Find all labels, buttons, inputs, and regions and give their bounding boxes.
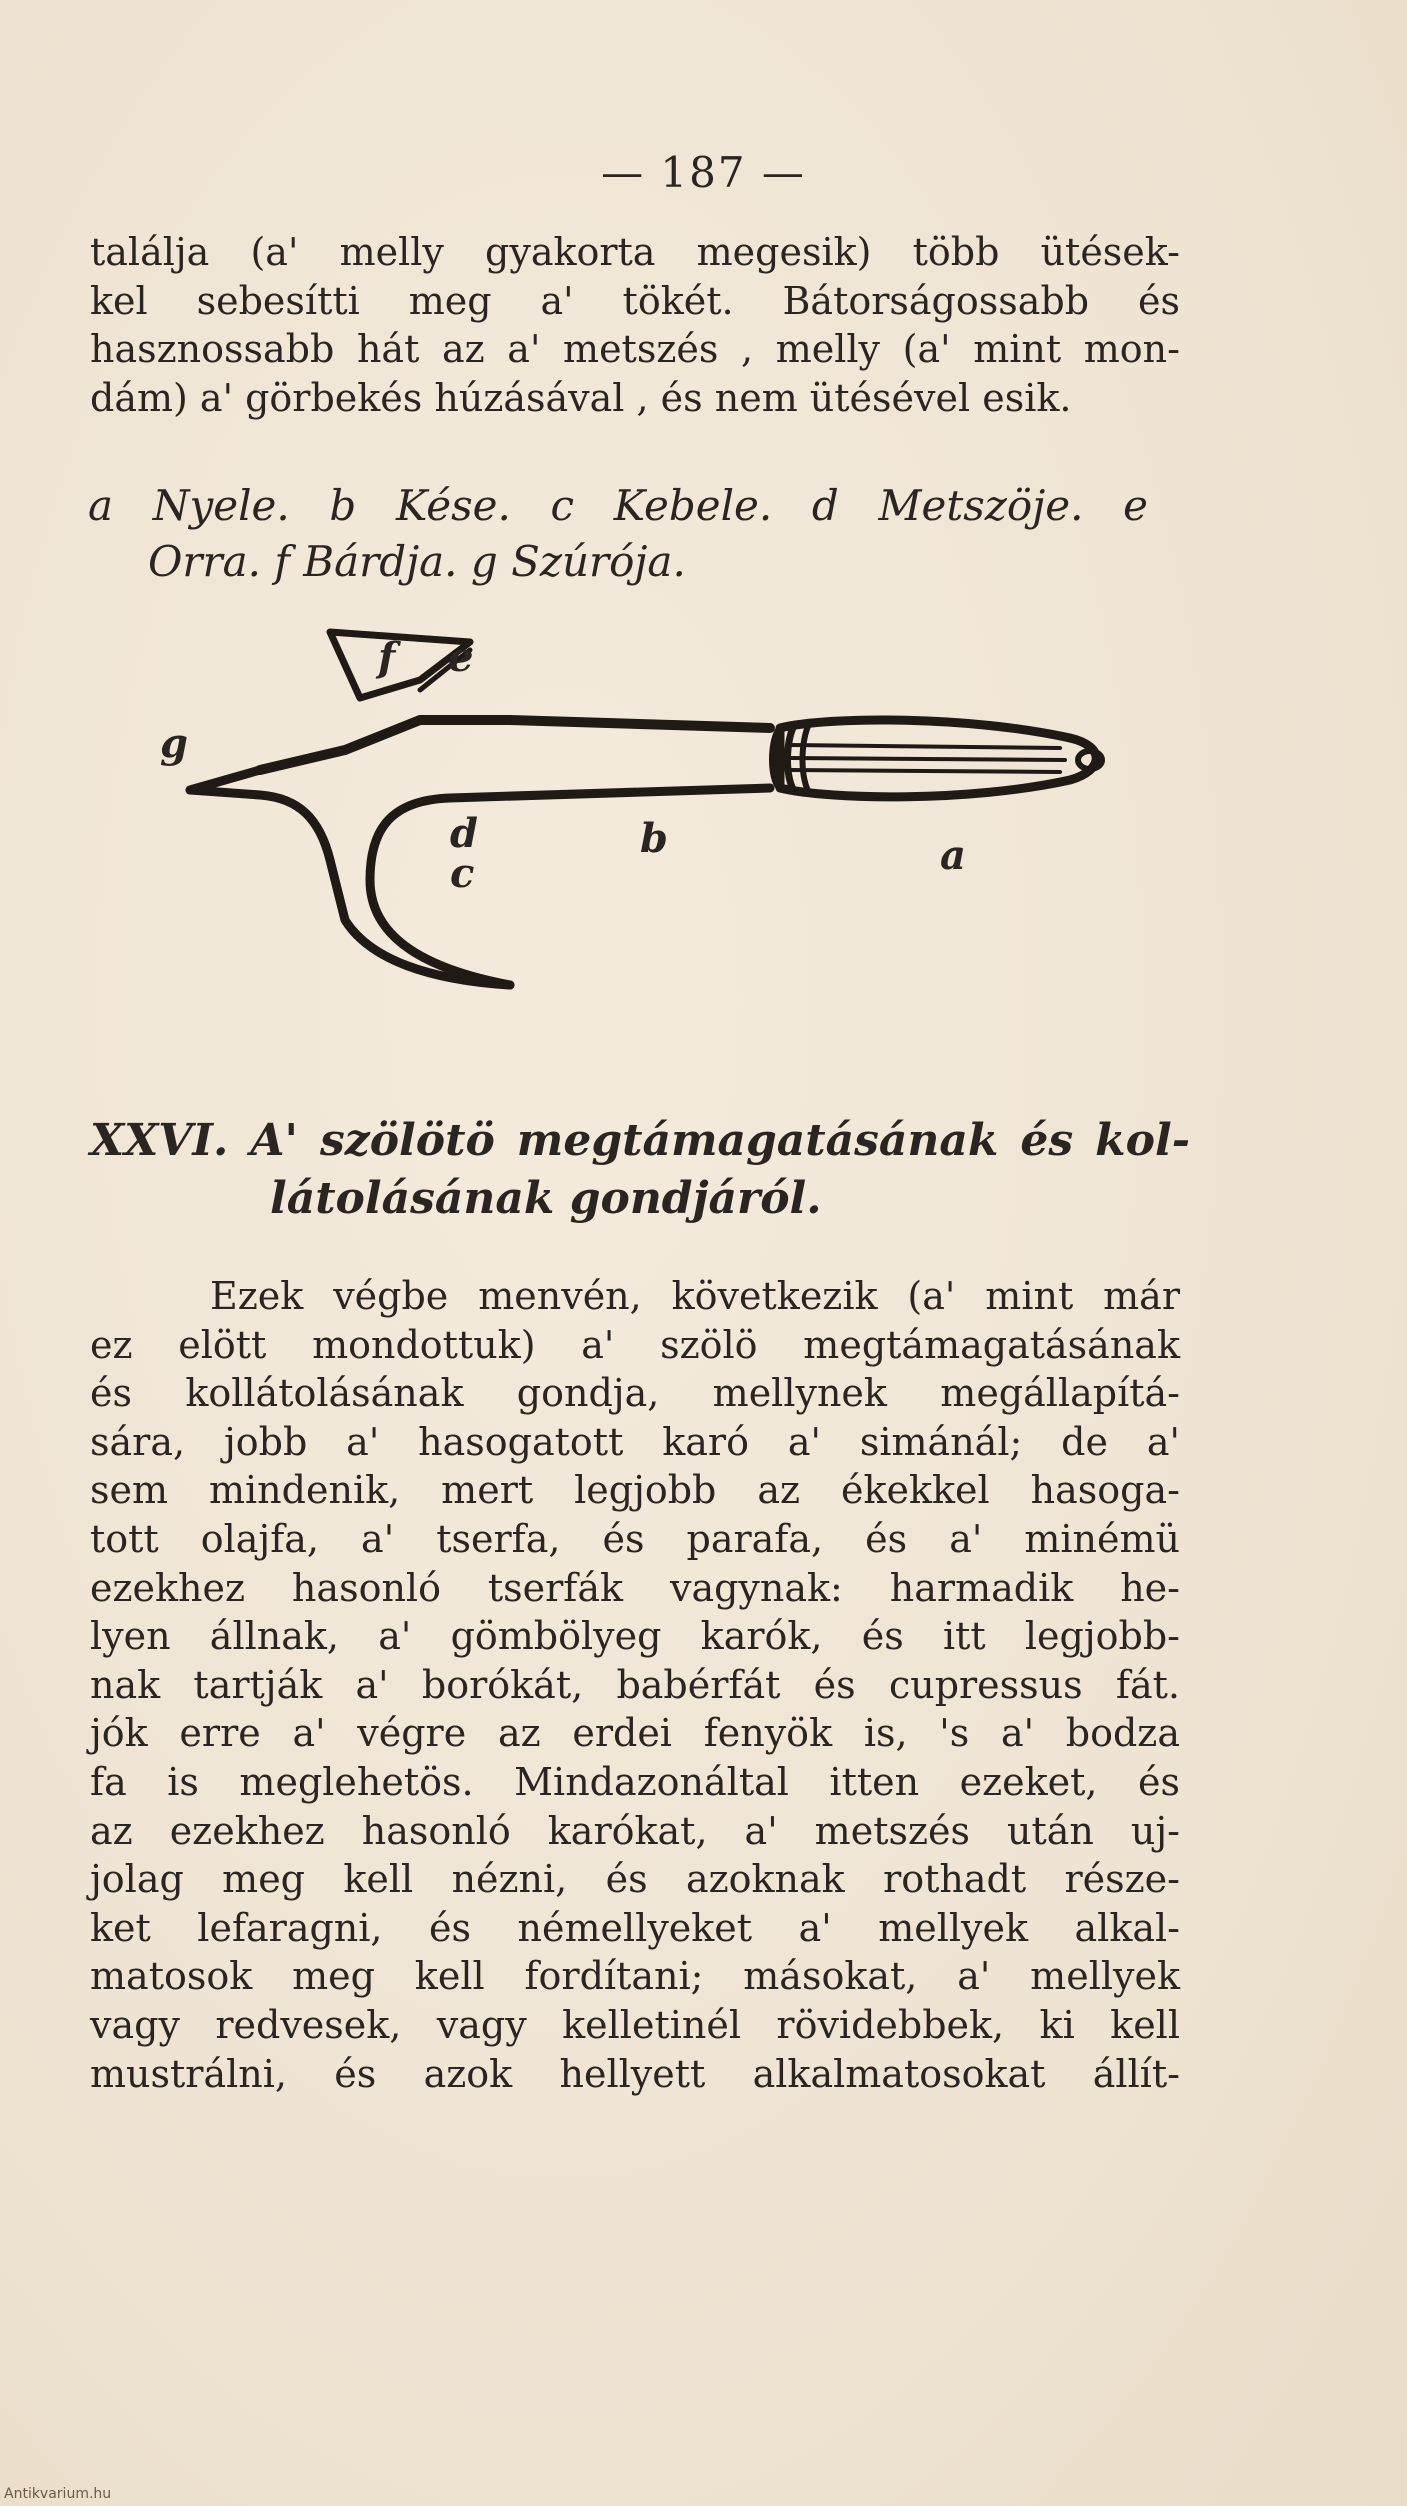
text-line: nak tartják a' borókát, babérfát és cupressus fát. (90, 1662, 1180, 1707)
text-line: ez elött mondottuk) a' szölö megtámagatásának (90, 1322, 1180, 1367)
text-line: Ezek végbe menvén, következik (a' mint már (210, 1274, 1180, 1318)
text-line: jók erre a' végre az erdei fenyök is, 's a' bodza (90, 1711, 1180, 1756)
figure-label-c: c (450, 850, 475, 897)
figure-label-d: d (450, 810, 478, 857)
text-line: tott olajfa, a' tserfa, és parafa, és a' minémü (90, 1516, 1180, 1561)
heading-line: XXVI. A' szölötö megtámagatásának és kol- (90, 1115, 1190, 1166)
heading-line: látolásának gondjáról. (270, 1173, 822, 1224)
pruning-knife-illustration (130, 620, 1150, 1000)
figure-label-a: a (940, 832, 966, 879)
text-line: ezekhez hasonló tserfák vagynak: harmadik he- (90, 1565, 1180, 1610)
text-line: jolag meg kell nézni, és azoknak rothadt része- (90, 1857, 1180, 1902)
text-line: mustrálni, és azok hellyett alkalmatosokat állít- (90, 2051, 1180, 2096)
text-line: matosok meg kell fordítani; másokat, a' mellyek (90, 1954, 1180, 1999)
text-line: és kollátolásának gondja, mellynek megállapítá- (90, 1371, 1180, 1416)
pruning-knife-drawing (130, 620, 1150, 1000)
text-line: vagy redvesek, vagy kelletinél rövidebbek, ki kell (90, 2002, 1180, 2047)
section-heading (90, 1112, 1190, 1228)
text-line: fa is meglehetös. Mindazonáltal itten ezeket, és (90, 1759, 1180, 1804)
figure-label-e: e (448, 634, 474, 681)
text-line: kel sebesítti meg a' tökét. Bátorságossabb és (90, 278, 1180, 323)
text-line: az ezekhez hasonló karókat, a' metszés után uj- (90, 1808, 1180, 1853)
figure-label-b: b (640, 815, 668, 862)
figure-label-f: f (378, 634, 396, 681)
figure-label-g: g (160, 720, 188, 767)
text-line: sem mindenik, mert legjobb az ékekkel hasoga- (90, 1468, 1180, 1513)
text-line: sára, jobb a' hasogatott karó a' simánál; de a' (90, 1419, 1180, 1464)
text-line: hasznossabb hát az a' metszés , melly (a' mint mon- (90, 327, 1180, 372)
text-line: ket lefaragni, és némellyeket a' mellyek alkal- (90, 1905, 1180, 1950)
caption-line: a Nyele. b Kése. c Kebele. d Metszöje. e (88, 481, 1148, 530)
caption-line: Orra. f Bárdja. g Szúrója. (148, 537, 686, 586)
text-line: dám) a' görbekés húzásával , és nem ütésével esik. (90, 375, 1072, 420)
page-number: — 187 — (601, 148, 806, 197)
text-line: lyen állnak, a' gömbölyeg karók, és itt legjobb- (90, 1614, 1180, 1659)
top-paragraph (90, 228, 1180, 422)
watermark: Antikvarium.hu (4, 2486, 112, 2502)
text-line: találja (a' melly gyakorta megesik) több ütések- (90, 230, 1180, 274)
figure-caption (88, 478, 1148, 590)
main-paragraph (90, 1272, 1180, 2098)
